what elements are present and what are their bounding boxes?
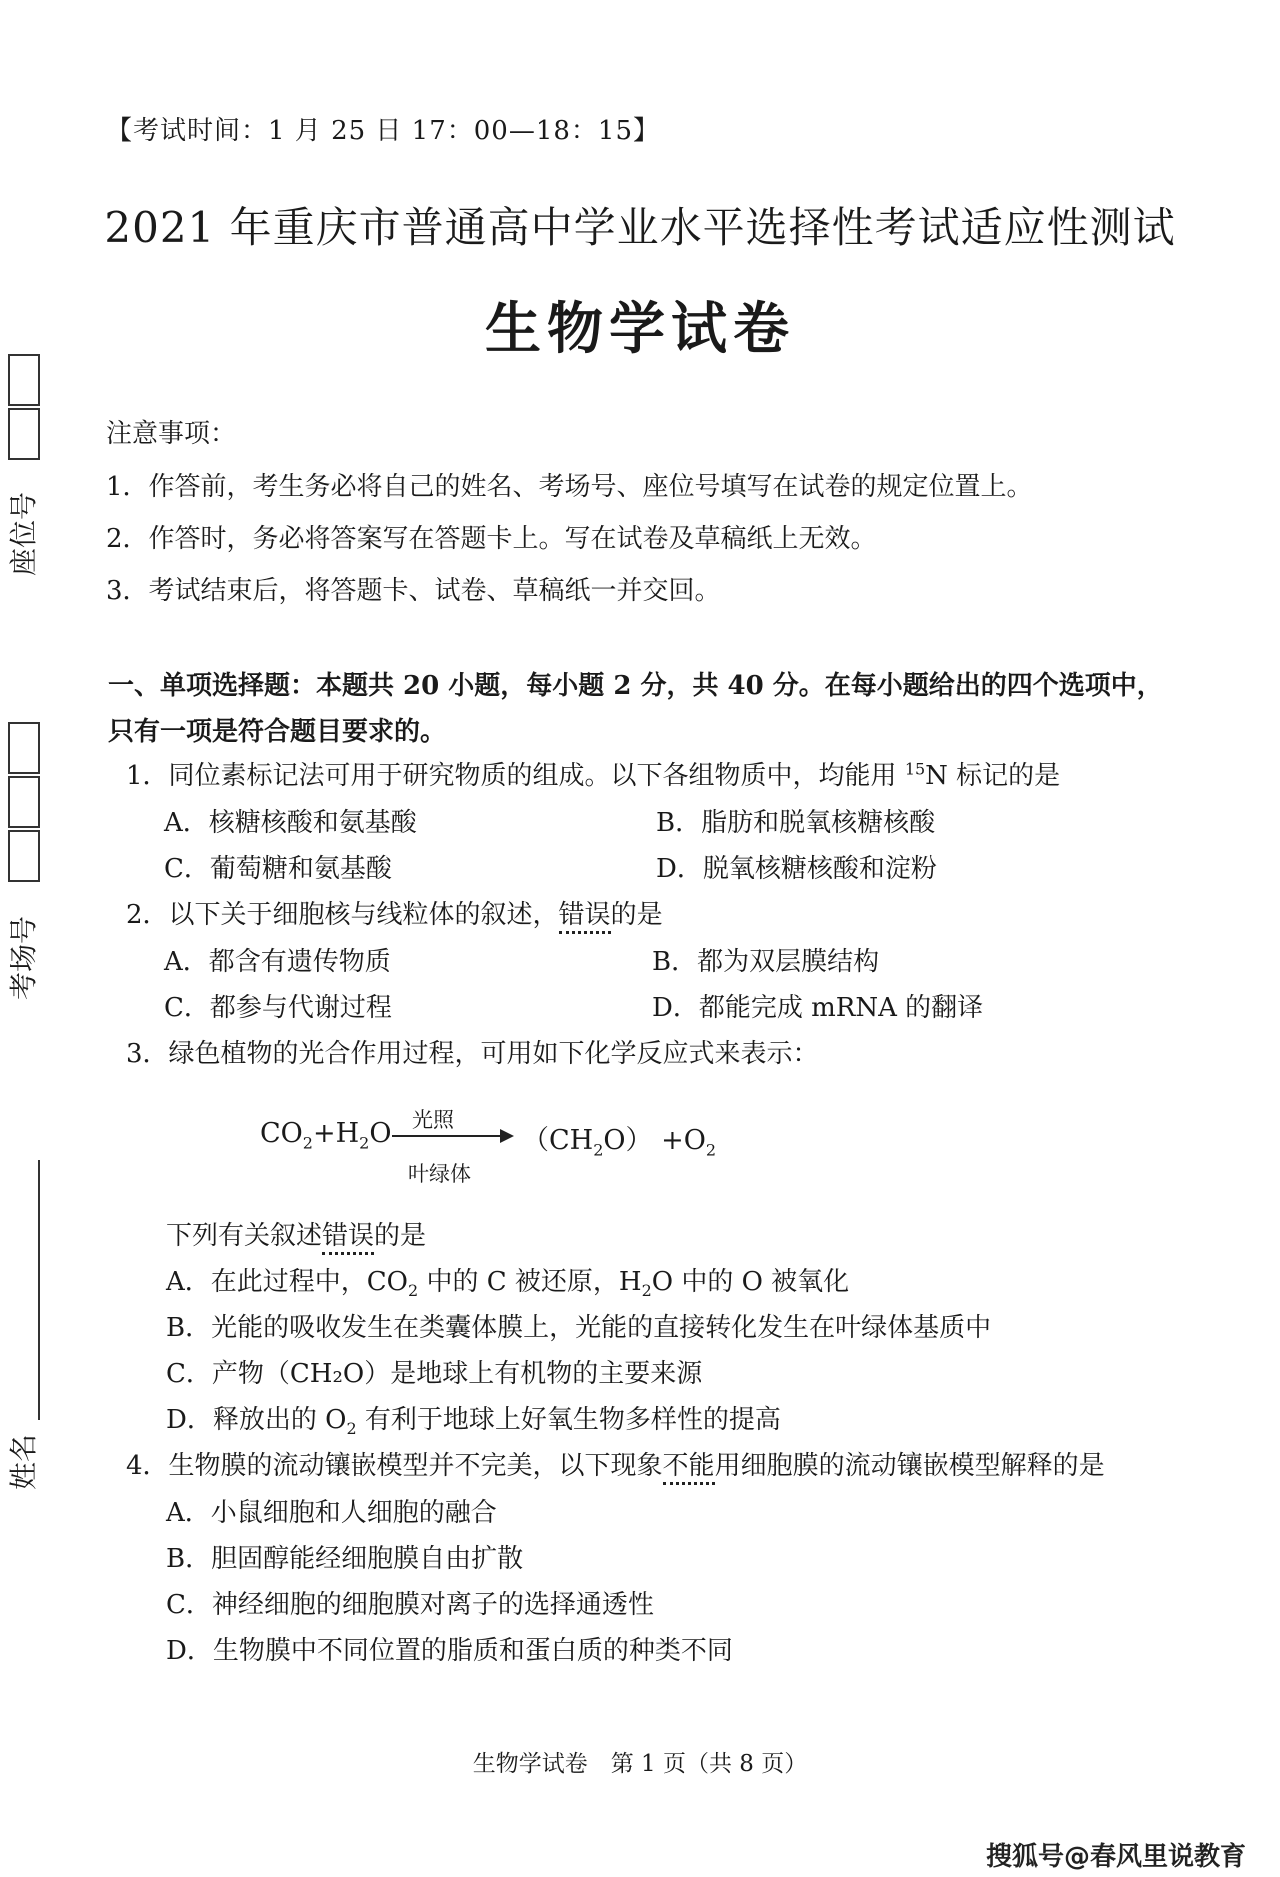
name-line xyxy=(38,1160,40,1420)
q2-stem-text: 2．以下关于细胞核与线粒体的叙述， xyxy=(126,900,559,930)
page-title: 2021 年重庆市普通高中学业水平选择性考试适应性测试 xyxy=(104,203,1176,252)
q3-lead-text: 下列有关叙述 xyxy=(166,1221,323,1251)
q3-a-text: 中的 C 被还原，H xyxy=(418,1267,642,1297)
room-box-2 xyxy=(8,776,40,828)
q1-sup: 15 xyxy=(904,759,926,779)
reaction-right xyxy=(522,1118,716,1159)
q3-d-text: D．释放出的 O xyxy=(166,1405,347,1435)
q2-stem-text-end: 的是 xyxy=(610,900,663,930)
reaction-text: （CH xyxy=(522,1125,594,1156)
reaction-sub: 2 xyxy=(359,1133,370,1153)
q4-stem-text-end: 用细胞膜的流动镶嵌模型解释的是 xyxy=(714,1451,1105,1481)
q3-option-d xyxy=(166,1399,781,1438)
reaction-sub: 2 xyxy=(705,1140,717,1160)
q4-option-a: A．小鼠细胞和人细胞的融合 xyxy=(166,1498,497,1528)
q3-a-sub: 2 xyxy=(641,1281,652,1301)
notice-item: 3．考试结束后，将答题卡、试卷、草稿纸一并交回。 xyxy=(106,576,721,606)
q3-option-c: C．产物（CH₂O）是地球上有机物的主要来源 xyxy=(166,1359,703,1389)
name-label: 姓名 xyxy=(7,1433,40,1490)
reaction-text: CO xyxy=(260,1118,303,1149)
q2-option-b: B．都为双层膜结构 xyxy=(652,947,880,977)
q3-lead-text-end: 的是 xyxy=(374,1221,427,1251)
reaction-text: O） +O xyxy=(603,1125,706,1156)
page-subtitle: 生物学试卷 xyxy=(485,296,795,362)
q3-option-b: B．光能的吸收发生在类囊体膜上，光能的直接转化发生在叶绿体基质中 xyxy=(166,1313,992,1343)
reaction-sub: 2 xyxy=(302,1133,313,1153)
q4-option-b: B．胆固醇能经细胞膜自由扩散 xyxy=(166,1544,524,1574)
arrow-condition-chloroplast: 叶绿体 xyxy=(408,1162,471,1186)
exam-time: 【考试时间：1 月 25 日 17：00—18：15】 xyxy=(106,116,661,146)
q1-stem-text: 1．同位素标记法可用于研究物质的组成。以下各组物质中，均能用 xyxy=(126,761,905,791)
q4-emphasis: 不能 xyxy=(663,1451,715,1485)
room-box-3 xyxy=(8,830,40,882)
question-1-stem xyxy=(126,755,1060,792)
q3-lead xyxy=(166,1215,426,1252)
seat-number-label: 座位号 xyxy=(7,491,40,576)
q1-option-a: A．核糖核酸和氨基酸 xyxy=(164,808,417,838)
q3-a-sub: 2 xyxy=(408,1281,419,1301)
q3-a-text: O 中的 O 被氧化 xyxy=(651,1267,850,1297)
reaction-arrow xyxy=(392,1104,516,1184)
q4-option-d: D．生物膜中不同位置的脂质和蛋白质的种类不同 xyxy=(166,1636,733,1666)
arrow-line xyxy=(392,1135,504,1137)
q3-d-sub: 2 xyxy=(346,1419,357,1439)
q2-option-c: C．都参与代谢过程 xyxy=(164,993,392,1023)
question-3-stem: 3．绿色植物的光合作用过程，可用如下化学反应式来表示： xyxy=(126,1039,819,1069)
notice-item: 2．作答时，务必将答案写在答题卡上。写在试卷及草稿纸上无效。 xyxy=(106,524,877,554)
question-4-stem xyxy=(126,1445,1105,1482)
reaction-text: O xyxy=(369,1118,392,1149)
q1-option-d: D．脱氧核糖核酸和淀粉 xyxy=(656,854,937,884)
seat-box-2 xyxy=(8,408,40,460)
notice-item: 1．作答前，考生务必将自己的姓名、考场号、座位号填写在试卷的规定位置上。 xyxy=(106,472,1033,502)
section-heading: 一、单项选择题：本题共 20 小题，每小题 2 分，共 40 分。在每小题给出的四个选项中，只有一项是符合题目要求的。 xyxy=(108,671,1163,747)
reaction-left xyxy=(260,1118,391,1152)
notice-title: 注意事项： xyxy=(106,419,237,449)
q1-stem-text-end: N 标记的是 xyxy=(925,761,1061,791)
q3-a-text: A．在此过程中，CO xyxy=(166,1267,408,1297)
q4-option-c: C．神经细胞的细胞膜对离子的选择通透性 xyxy=(166,1590,654,1620)
q1-option-c: C．葡萄糖和氨基酸 xyxy=(164,854,392,884)
arrow-condition-light: 光照 xyxy=(412,1108,454,1132)
q2-emphasis: 错误 xyxy=(559,900,611,934)
q3-emphasis: 错误 xyxy=(322,1221,374,1255)
question-2-stem xyxy=(126,894,663,931)
reaction-text: +H xyxy=(312,1118,360,1149)
q2-option-d: D．都能完成 mRNA 的翻译 xyxy=(652,993,984,1023)
q3-d-text: 有利于地球上好氧生物多样性的提高 xyxy=(356,1405,781,1435)
page-footer: 生物学试卷 第 1 页（共 8 页） xyxy=(472,1751,808,1777)
watermark: 搜狐号@春风里说教育 xyxy=(985,1842,1246,1872)
seat-box-1 xyxy=(8,354,40,406)
room-number-label: 考场号 xyxy=(7,915,40,1000)
q4-stem-text: 4．生物膜的流动镶嵌模型并不完美，以下现象 xyxy=(126,1451,663,1481)
q3-option-a xyxy=(166,1261,849,1300)
q1-option-b: B．脂肪和脱氧核糖核酸 xyxy=(656,808,936,838)
q2-option-a: A．都含有遗传物质 xyxy=(164,947,391,977)
arrow-head-icon xyxy=(500,1129,514,1143)
room-box-1 xyxy=(8,722,40,774)
reaction-sub: 2 xyxy=(593,1140,604,1160)
